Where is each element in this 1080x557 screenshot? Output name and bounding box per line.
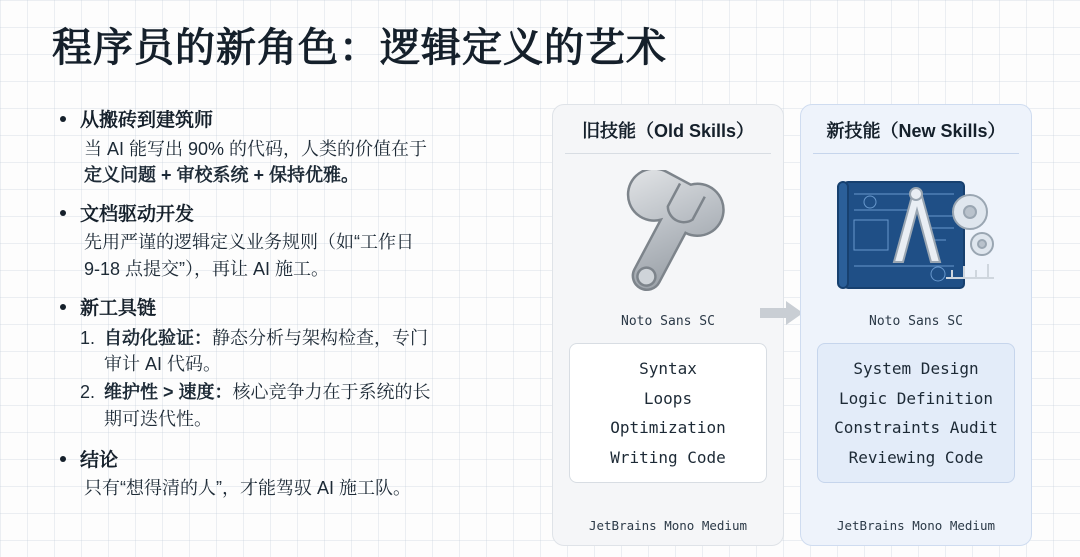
panel-old-footer: JetBrains Mono Medium: [588, 518, 748, 533]
skill-item: System Design: [853, 359, 979, 378]
bullet-body: [84, 136, 530, 188]
bullet-body-line: 当 AI 能写出 90% 的代码，人类的价值在于: [84, 138, 428, 159]
wrench-icon: [563, 160, 773, 312]
sub-item-label: 维护性 > 速度：: [104, 382, 233, 403]
bullet-item-3: [60, 296, 530, 432]
sub-item-text: 审计 AI 代码。: [104, 354, 222, 375]
skill-item: Reviewing Code: [848, 447, 984, 467]
bullet-dot-icon: [60, 304, 66, 310]
blueprint-compass-icon: [811, 160, 1021, 312]
panel-old-title: 旧技能（Old Skills）: [565, 117, 771, 154]
bullet-body-line-bold: 定义问题 + 审校系统 + 保持优雅。: [84, 164, 360, 185]
panel-new-art-caption: Noto Sans SC: [869, 314, 963, 329]
sub-item-text: 静态分析与架构检查，专门: [212, 328, 428, 349]
bullet-heading: 结论: [80, 449, 119, 471]
panel-new-title: 新技能（New Skills）: [813, 117, 1019, 154]
bullet-body-line: 9-18 点提交”），再让 AI 施工。: [84, 258, 330, 279]
bullet-heading: 文档驱动开发: [80, 203, 195, 225]
bullet-item-1: [60, 108, 530, 188]
sub-list-item: [100, 379, 530, 431]
sub-item-text: 核心竞争力在于系统的长: [232, 382, 431, 403]
bullet-heading: 新工具链: [80, 297, 157, 319]
skill-item: Loops: [643, 388, 693, 408]
sub-list-item: [100, 325, 530, 377]
skill-item: Optimization: [610, 418, 726, 438]
bullet-heading: 从搬砖到建筑师: [80, 110, 214, 131]
sub-list: [100, 325, 530, 431]
sub-item-text: 期可迭代性。: [104, 408, 212, 429]
panel-old-skill-list: [569, 343, 767, 483]
skill-item: Writing Code: [610, 447, 726, 467]
bullet-dot-icon: [60, 116, 66, 122]
sub-item-label: 自动化验证：: [104, 328, 212, 349]
bullet-body-line: 只有“想得清的人”，才能驾驭 AI 施工队。: [84, 478, 411, 499]
skill-item: Logic Definition: [838, 388, 994, 408]
skill-item: Constraints Audit: [834, 418, 998, 438]
bullet-item-4: [60, 448, 530, 502]
panel-old-art-caption: Noto Sans SC: [621, 314, 715, 329]
content-list: [60, 108, 530, 515]
page-title: 程序员的新角色：逻辑定义的艺术: [52, 26, 667, 70]
panel-new-skill-list: [817, 343, 1015, 483]
bullet-item-2: [60, 202, 530, 282]
bullet-body-line: 先用严谨的逻辑定义业务规则（如“工作日: [84, 232, 414, 253]
bullet-body: [84, 229, 530, 281]
bullet-dot-icon: [60, 456, 66, 462]
panel-new-footer: JetBrains Mono Medium: [836, 518, 996, 533]
skill-item: Syntax: [639, 359, 697, 378]
right-arrow-icon: [760, 300, 804, 326]
panel-old-skills: [552, 104, 784, 546]
bullet-body: [84, 475, 530, 501]
panel-new-skills: [800, 104, 1032, 546]
bullet-dot-icon: [60, 210, 66, 216]
